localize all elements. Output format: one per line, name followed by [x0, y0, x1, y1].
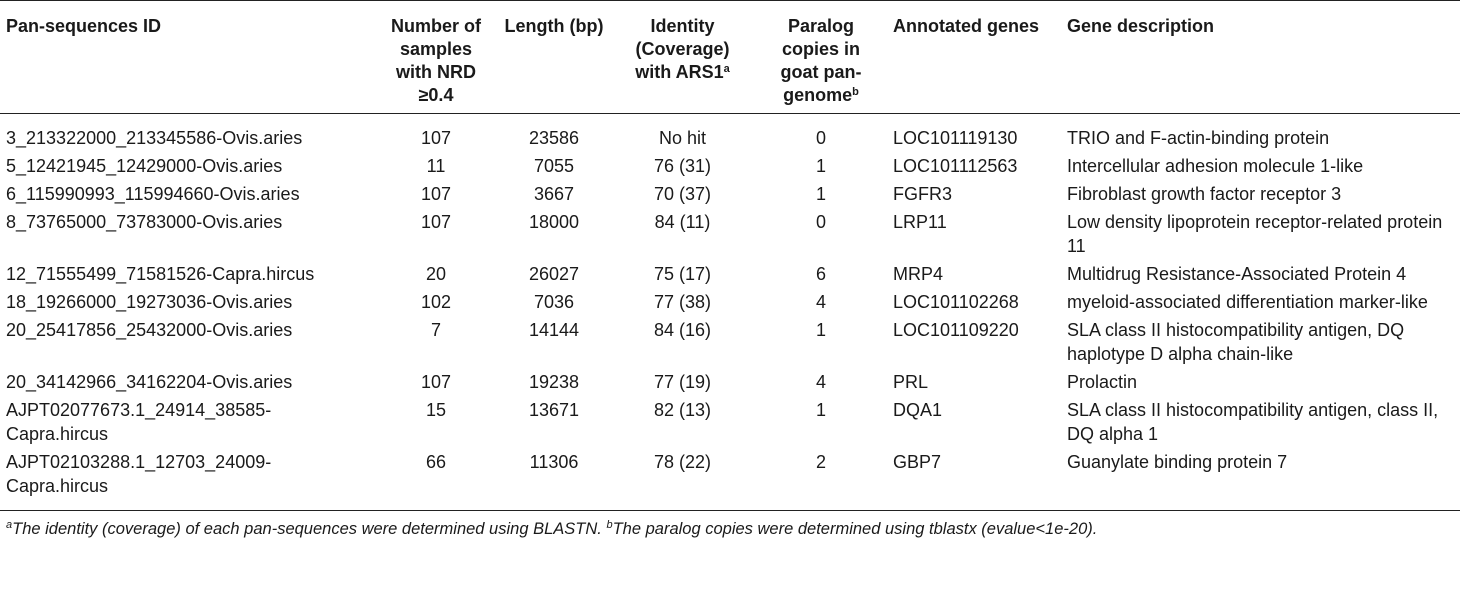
cell-number-of-samples: 107	[420, 212, 452, 232]
table-footnote	[0, 511, 1460, 540]
header-pan-sequences-id: Pan-sequences ID	[6, 16, 162, 36]
table-row	[0, 450, 1460, 511]
cell-pan-sequence-id: AJPT02103288.1_12703_24009-Capra.hircus	[6, 452, 272, 496]
cell-paralog-copies: 4	[815, 372, 826, 392]
cell-annotated-gene: LOC101109220	[893, 320, 1019, 340]
cell-gene-description: Low density lipoprotein receptor-related protein 11	[1067, 212, 1443, 256]
cell-length: 7055	[533, 156, 575, 176]
cell-length: 14144	[528, 320, 580, 340]
cell-paralog-copies: 4	[815, 292, 826, 312]
cell-identity-coverage: 84 (11)	[654, 212, 711, 232]
cell-identity-coverage: 77 (19)	[653, 372, 712, 392]
header-paralog-copies	[755, 1, 887, 114]
cell-paralog-copies: 0	[815, 212, 826, 232]
cell-gene-description: Intercellular adhesion molecule 1-like	[1067, 156, 1364, 176]
cell-length: 23586	[528, 128, 580, 148]
footnote-a-text: The identity (coverage) of each pan-sequences were determined using BLASTN.	[12, 520, 602, 538]
cell-length: 7036	[533, 292, 575, 312]
cell-annotated-gene: FGFR3	[893, 184, 953, 204]
table-row	[0, 318, 1460, 370]
cell-pan-sequence-id: AJPT02077673.1_24914_38585-Capra.hircus	[6, 400, 272, 444]
header-annotated-genes: Annotated genes	[893, 16, 1040, 36]
cell-number-of-samples: 107	[420, 184, 452, 204]
cell-gene-description: SLA class II histocompatibility antigen, DQ haplotype D alpha chain-like	[1067, 320, 1405, 364]
cell-number-of-samples: 7	[430, 320, 441, 340]
cell-paralog-copies: 1	[815, 320, 826, 340]
header-gene-description: Gene description	[1067, 16, 1215, 36]
cell-annotated-gene: PRL	[893, 372, 929, 392]
cell-number-of-samples: 66	[425, 452, 447, 472]
cell-paralog-copies: 1	[815, 184, 826, 204]
header-identity-footnote-mark: a	[723, 63, 730, 75]
cell-annotated-gene: LRP11	[893, 212, 947, 232]
table-header	[0, 1, 1460, 114]
cell-pan-sequence-id: 18_19266000_19273036-Ovis.aries	[6, 292, 293, 312]
table-row	[0, 182, 1460, 210]
cell-length: 11306	[529, 452, 579, 472]
cell-identity-coverage: 70 (37)	[653, 184, 712, 204]
cell-identity-coverage: 84 (16)	[653, 320, 712, 340]
cell-identity-coverage: 76 (31)	[653, 156, 712, 176]
cell-number-of-samples: 107	[420, 128, 452, 148]
cell-identity-coverage: No hit	[658, 128, 707, 148]
cell-gene-description: Fibroblast growth factor receptor 3	[1067, 184, 1342, 204]
header-paralog-text: Paralog copies in goat pan-genome	[780, 16, 862, 105]
cell-identity-coverage: 75 (17)	[653, 264, 712, 284]
cell-annotated-gene: LOC101112563	[893, 156, 1018, 176]
cell-pan-sequence-id: 20_25417856_25432000-Ovis.aries	[6, 320, 293, 340]
cell-gene-description: TRIO and F-actin-binding protein	[1067, 128, 1330, 148]
cell-annotated-gene: DQA1	[893, 400, 943, 420]
cell-identity-coverage: 78 (22)	[653, 452, 712, 472]
cell-length: 13671	[528, 400, 580, 420]
footnote-b-text: The paralog copies were determined using tblastx (evalue<1e-20).	[612, 520, 1098, 538]
cell-pan-sequence-id: 20_34142966_34162204-Ovis.aries	[6, 372, 293, 392]
footnote-b-mark: b	[606, 519, 613, 531]
cell-length: 18000	[528, 212, 580, 232]
cell-number-of-samples: 15	[425, 400, 447, 420]
cell-annotated-gene: LOC101102268	[893, 292, 1019, 312]
table-body	[0, 114, 1460, 511]
table-row	[0, 114, 1460, 155]
cell-number-of-samples: 102	[420, 292, 452, 312]
cell-annotated-gene: MRP4	[893, 264, 944, 284]
cell-pan-sequence-id: 8_73765000_73783000-Ovis.aries	[6, 212, 283, 232]
cell-paralog-copies: 1	[815, 156, 826, 176]
cell-gene-description: Multidrug Resistance-Associated Protein 4	[1067, 264, 1407, 284]
cell-paralog-copies: 6	[815, 264, 826, 284]
table-row	[0, 370, 1460, 398]
cell-number-of-samples: 20	[425, 264, 447, 284]
header-length: Length (bp)	[504, 16, 604, 36]
cell-length: 19238	[528, 372, 580, 392]
header-paralog-footnote-mark: b	[852, 86, 859, 98]
header-identity	[610, 1, 755, 114]
cell-identity-coverage: 82 (13)	[653, 400, 712, 420]
header-number-of-samples: Number of samples with NRD ≥0.4	[391, 16, 481, 105]
cell-pan-sequence-id: 6_115990993_115994660-Ovis.aries	[6, 184, 300, 204]
table-row	[0, 154, 1460, 182]
cell-gene-description: myeloid-associated differentiation marker-like	[1067, 292, 1428, 312]
cell-identity-coverage: 77 (38)	[653, 292, 712, 312]
cell-length: 3667	[533, 184, 575, 204]
cell-paralog-copies: 2	[815, 452, 826, 472]
cell-pan-sequence-id: 5_12421945_12429000-Ovis.aries	[6, 156, 283, 176]
cell-annotated-gene: LOC101119130	[893, 128, 1018, 148]
cell-pan-sequence-id: 3_213322000_213345586-Ovis.aries	[6, 128, 303, 148]
cell-number-of-samples: 11	[426, 156, 446, 176]
cell-paralog-copies: 0	[815, 128, 826, 148]
cell-paralog-copies: 1	[815, 400, 826, 420]
cell-gene-description: Guanylate binding protein 7	[1067, 452, 1288, 472]
cell-number-of-samples: 107	[420, 372, 452, 392]
table-row	[0, 210, 1460, 262]
cell-gene-description: SLA class II histocompatibility antigen, class II, DQ alpha 1	[1067, 400, 1439, 444]
cell-annotated-gene: GBP7	[893, 452, 942, 472]
footnote-a-mark: a	[6, 519, 13, 531]
cell-length: 26027	[528, 264, 580, 284]
header-identity-text: Identity (Coverage) with ARS1	[635, 16, 730, 82]
table-row	[0, 398, 1460, 450]
cell-gene-description: Prolactin	[1067, 372, 1138, 392]
table-row	[0, 290, 1460, 318]
cell-pan-sequence-id: 12_71555499_71581526-Capra.hircus	[6, 264, 315, 284]
table-row	[0, 262, 1460, 290]
